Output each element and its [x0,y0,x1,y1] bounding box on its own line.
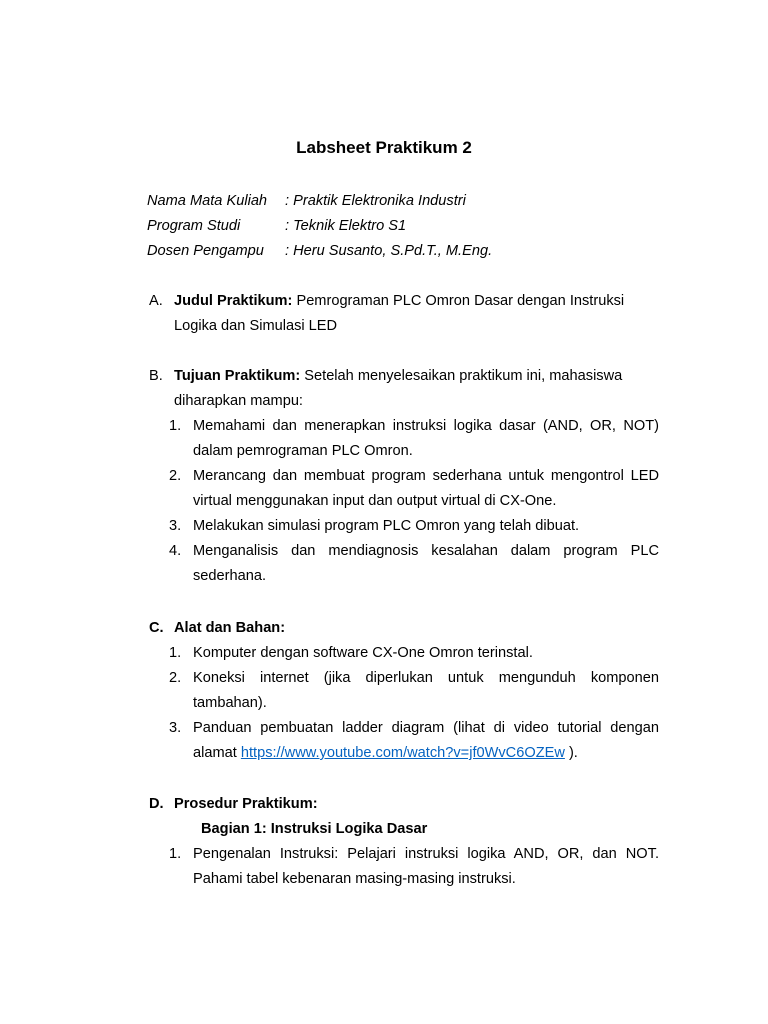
section-c [149,616,659,766]
section-c-line1 [149,616,659,641]
section-c-letter: C. [149,620,164,636]
list-item [169,716,659,766]
section-c-heading: Alat dan Bahan: [174,620,286,636]
section-d [149,792,659,892]
list-item [169,464,659,514]
list-item-number: 2. [169,468,182,484]
study-program-row [147,216,492,241]
tools-list [169,641,659,766]
section-d-heading: Prosedur Praktikum: [174,796,318,812]
list-item-text: Melakukan simulasi program PLC Omron yang telah dibuat. [193,518,580,534]
list-item-text: Pengenalan Instruksi: Pelajari instruksi logika AND, OR, dan NOT. Pahami tabel kebenaran masing-masing instruksi. [193,846,659,887]
list-item-number: 1. [169,645,182,661]
lecturer-value: : Heru Susanto, S.Pd.T., M.Eng. [285,243,493,259]
course-name-value: : Praktik Elektronika Industri [285,193,466,209]
list-item-number: 3. [169,518,182,534]
section-a-letter: A. [149,293,163,309]
list-item [169,666,659,716]
section-b-text: Setelah menyelesaikan praktikum ini, mahasiswa [300,368,623,384]
list-item [169,414,659,464]
list-item-text: Koneksi internet (jika diperlukan untuk mengunduh komponen tambahan). [193,670,659,711]
section-a-line1 [149,289,659,314]
page-title: Labsheet Praktikum 2 [296,138,472,157]
section-b-heading: Tujuan Praktikum: [174,368,301,384]
section-b-letter: B. [149,368,163,384]
list-item-text: Komputer dengan software CX-One Omron terinstal. [193,645,533,661]
section-d-subheading: Bagian 1: Instruksi Logika Dasar [201,821,428,837]
section-a-text-cont: Logika dan Simulasi LED [174,318,338,334]
section-b-line1 [149,364,659,389]
list-item [169,842,659,892]
list-item-number: 2. [169,670,182,686]
study-program-label: Program Studi [147,218,241,234]
list-item-text-before: Panduan pembuatan ladder diagram (lihat di video tutorial dengan alamat [193,720,659,761]
list-item-text-after: ). [564,745,578,761]
study-program-value: : Teknik Elektro S1 [285,218,407,234]
course-info [147,191,492,266]
list-item [169,514,659,539]
list-item-number: 1. [169,418,182,434]
list-item-text [193,716,659,766]
list-item [169,539,659,589]
section-a-text: Pemrograman PLC Omron Dasar dengan Instruksi [292,293,625,309]
section-b [149,364,659,589]
list-item-text: Memahami dan menerapkan instruksi logika dasar (AND, OR, NOT) dalam pemrograman PLC Omron. [193,418,659,459]
procedure-list [169,842,659,892]
section-a [149,289,659,339]
section-b-text-cont: diharapkan mampu: [174,393,303,409]
objectives-list [169,414,659,589]
list-item [169,641,659,666]
course-name-label: Nama Mata Kuliah [147,193,268,209]
lecturer-label: Dosen Pengampu [147,243,264,259]
list-item-text: Menganalisis dan mendiagnosis kesalahan dalam program PLC sederhana. [193,543,659,584]
course-name-row [147,191,492,216]
section-d-line1 [149,792,659,817]
youtube-tutorial-link[interactable]: https://www.youtube.com/watch?v=jf0WvC6OZEw [240,745,565,761]
section-a-heading: Judul Praktikum: [174,293,293,309]
list-item-text: Merancang dan membuat program sederhana untuk mengontrol LED virtual menggunakan input dan output virtual di CX-One. [193,468,659,509]
list-item-number: 4. [169,543,182,559]
list-item-number: 3. [169,720,182,736]
section-d-letter: D. [149,796,164,812]
list-item-number: 1. [169,846,182,862]
lecturer-row [147,241,492,266]
